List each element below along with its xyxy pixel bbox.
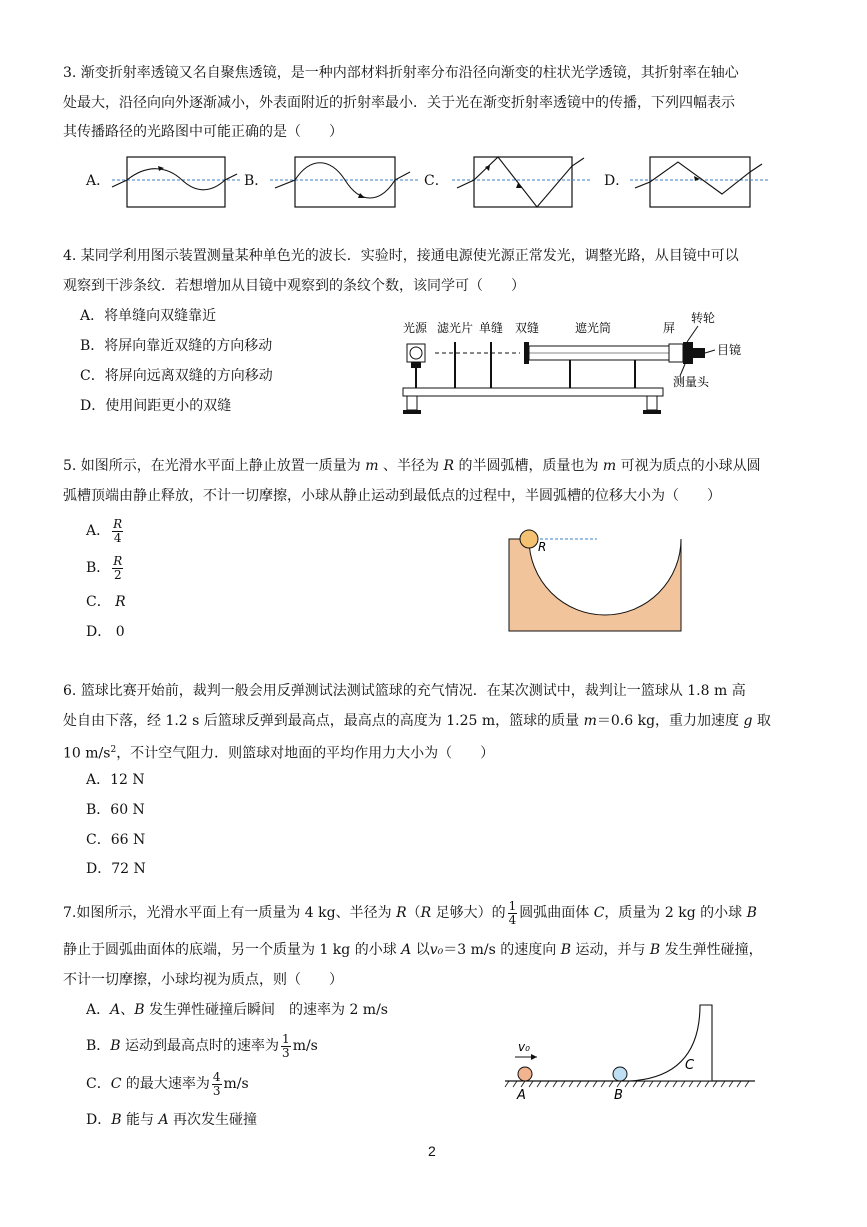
q4-option-b: B．将屏向靠近双缝的方向移动	[80, 338, 273, 354]
q5-slot-diagram	[505, 525, 685, 635]
q5-stem-line1: 5. 如图所示，在光滑水平面上静止放置一质量为 m 、半径为 R 的半圆弧槽，质量也为 m 可视为质点的小球从圆	[63, 458, 761, 474]
q6-option-b: B．60 N	[86, 802, 145, 818]
q7-stem-line3: 不计一切摩擦，小球均视为质点，则（ ）	[63, 972, 343, 988]
q7-option-d: D．B 能与 A 再次发生碰撞	[86, 1112, 258, 1128]
q5-figure-r-label: R	[538, 540, 547, 554]
label-measuring-head: 测量头	[673, 375, 710, 389]
q6-option-d: D．72 N	[86, 861, 146, 877]
q7-option-a: A．A、B 发生弹性碰撞后瞬间 的速率为 2 m/s	[86, 1002, 388, 1018]
label-eyepiece: 目镜	[717, 343, 742, 357]
label-screen: 屏	[663, 321, 676, 335]
q3-stem-line2: 处最大，沿径向向外逐渐减小，外表面附近的折射率最小．关于光在渐变折射率透镜中的传播，下列四幅表示	[63, 95, 735, 111]
q5-option-a: A． $\frac{R}{4}$	[86, 516, 123, 545]
q5-option-c: C． R	[86, 594, 126, 610]
q3-option-c-label: C．	[424, 173, 449, 189]
label-wheel: 转轮	[691, 311, 716, 325]
q4-stem-line1: 4. 某同学利用图示装置测量某种单色光的波长．实验时，接通电源使光源正常发光，调整光路，从目镜中可以	[63, 248, 739, 264]
q4-apparatus-diagram	[395, 310, 785, 420]
q6-stem-line2: 处自由下落，经 1.2 s 后篮球反弹到最高点，最高点的高度为 1.25 m，篮球的质量 m＝0.6 kg，重力加速度 g 取	[63, 713, 771, 729]
label-filter: 滤光片	[437, 321, 474, 335]
q6-stem-line3: 10 $m/s^2$，不计空气阻力．则篮球对地面的平均作用力大小为（ ）	[63, 745, 495, 762]
page-number: 2	[428, 1143, 436, 1159]
q7-figure-ball-a: A	[517, 1088, 526, 1103]
q7-option-b: B．B 运动到最高点时的速率为 $\frac{1}{3}$ m/s	[86, 1031, 318, 1060]
q6-option-c: C．66 N	[86, 832, 146, 848]
q3-diagram-c	[452, 152, 592, 212]
q5-option-d: D． 0	[86, 624, 125, 640]
q7-option-c: C．C 的最大速率为 $\frac{4}{3}$ m/s	[86, 1069, 249, 1098]
q7-collision-diagram	[505, 1005, 760, 1135]
label-light-source: 光源	[403, 321, 428, 335]
q7-figure-v0: v₀	[518, 1040, 530, 1054]
q4-stem-line2: 观察到干涉条纹．若想增加从目镜中观察到的条纹个数，该同学可（ ）	[63, 278, 525, 294]
q3-option-b-label: B．	[244, 173, 269, 189]
q3-diagram-d	[630, 152, 770, 212]
q6-option-a: A．12 N	[86, 772, 145, 788]
label-tube: 遮光筒	[575, 321, 612, 335]
label-double-slit: 双缝	[515, 321, 540, 335]
q3-stem-line3: 其传播路径的光路图中可能正确的是（ ）	[63, 124, 343, 140]
q3-stem-line1: 3. 渐变折射率透镜又名自聚焦透镜，是一种内部材料折射率分布沿径向渐变的柱状光学透镜，其折射率在轴心	[63, 65, 739, 81]
q7-stem-line1: 7.如图所示，光滑水平面上有一质量为 4 kg、半径为 R（R 足够大）的 $\frac{1}{4}$ 圆弧曲面体 C，质量为 2 kg 的小球 B	[63, 898, 757, 927]
q3-option-d-label: D．	[604, 173, 630, 189]
q3-diagram-b	[270, 152, 420, 212]
q7-stem-line2: 静止于圆弧曲面体的底端，另一个质量为 1 kg 的小球 A 以v₀＝3 m/s 的速度向 B 运动，并与 B 发生弹性碰撞，	[63, 942, 763, 958]
q3-option-a-label: A．	[86, 173, 111, 189]
q4-option-c: C．将屏向远离双缝的方向移动	[80, 368, 273, 384]
q3-diagram-a	[112, 152, 242, 212]
q5-stem-line2: 弧槽顶端由静止释放，不计一切摩擦，小球从静止运动到最低点的过程中，半圆弧槽的位移大小为（ ）	[63, 488, 721, 504]
q5-option-b: B． $\frac{R}{2}$	[86, 553, 123, 582]
q7-figure-body-c: C	[685, 1058, 695, 1073]
q4-option-d: D．使用间距更小的双缝	[80, 398, 232, 414]
label-single-slit: 单缝	[479, 321, 504, 335]
q6-stem-line1: 6. 篮球比赛开始前，裁判一般会用反弹测试法测试篮球的充气情况．在某次测试中，裁判让一篮球从 1.8 m 高	[63, 683, 746, 699]
q4-option-a: A．将单缝向双缝靠近	[80, 308, 217, 324]
q7-figure-ball-b: B	[614, 1088, 623, 1103]
